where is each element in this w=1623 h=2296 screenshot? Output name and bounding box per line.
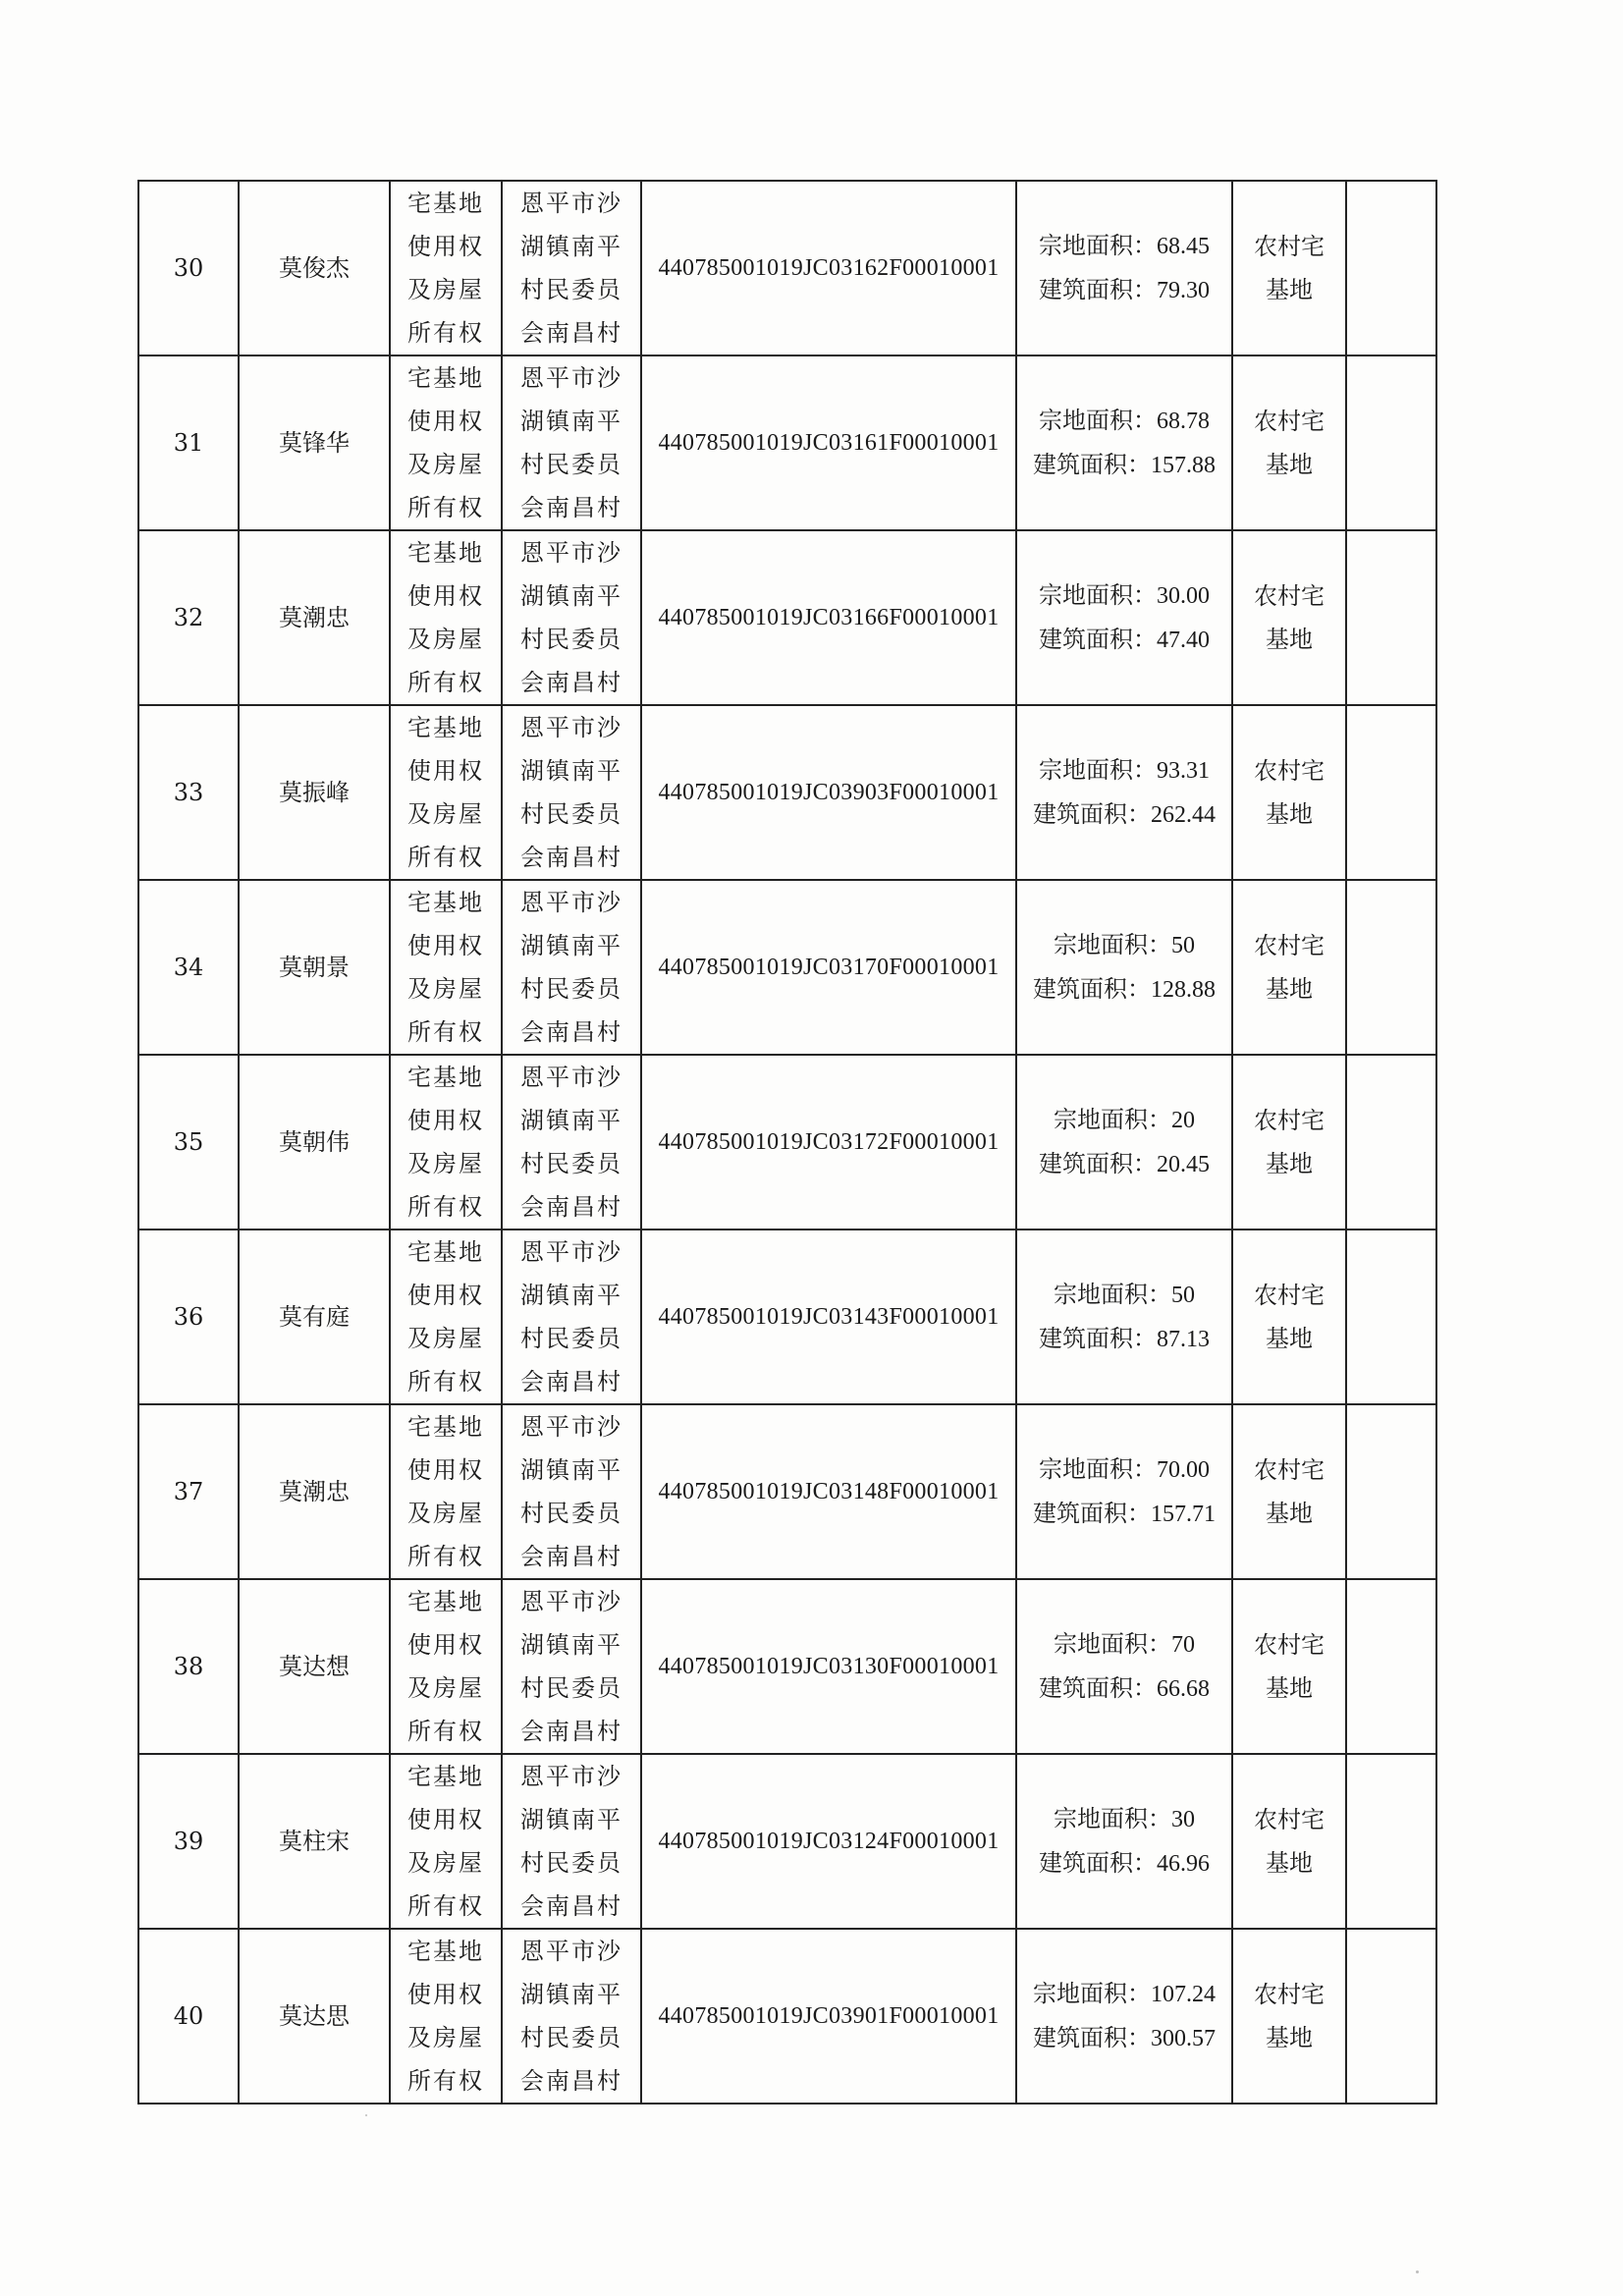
building-area-line [1017, 1142, 1231, 1186]
table-row [138, 530, 1436, 705]
land-area-label: 宗地面积： [1054, 1281, 1171, 1308]
table-row [138, 1929, 1436, 2104]
owner-name: 莫有庭 [239, 1230, 390, 1404]
remark [1346, 705, 1436, 880]
remark [1346, 1579, 1436, 1754]
area-cell [1016, 880, 1232, 1055]
property-location-text: 恩平市沙 湖镇南平 村民委员 会南昌村 [520, 714, 622, 871]
area-cell [1016, 1754, 1232, 1929]
area-cell [1016, 1579, 1232, 1754]
building-area-label: 建筑面积： [1039, 1150, 1157, 1177]
land-area-line [1017, 1972, 1231, 2016]
land-area-label: 宗地面积： [1054, 1805, 1171, 1832]
building-area-value: 47.40 [1157, 628, 1210, 653]
table-row [138, 1055, 1436, 1230]
building-area-value: 87.13 [1157, 1327, 1210, 1352]
building-area-value: 66.68 [1157, 1676, 1210, 1702]
area-cell [1016, 530, 1232, 705]
land-use-text: 农村宅 基地 [1254, 1456, 1325, 1527]
owner-name: 莫达思 [239, 1929, 390, 2104]
land-area-label: 宗地面积： [1039, 232, 1157, 259]
land-area-line [1017, 1622, 1231, 1667]
land-use [1232, 705, 1346, 880]
owner-name: 莫俊杰 [239, 181, 390, 355]
land-use-text: 农村宅 基地 [1254, 1282, 1325, 1352]
land-area-label: 宗地面积： [1039, 407, 1157, 434]
land-area-label: 宗地面积： [1054, 1106, 1171, 1133]
area-cell [1016, 1230, 1232, 1404]
row-number: 32 [138, 530, 239, 705]
right-type-text: 宅基地 使用权 及房屋 所有权 [407, 1238, 484, 1395]
land-area-value: 68.78 [1157, 409, 1210, 434]
building-area-label: 建筑面积： [1039, 1325, 1157, 1352]
unit-code: 440785001019JC03170F00010001 [641, 880, 1016, 1055]
right-type-text: 宅基地 使用权 及房屋 所有权 [407, 1588, 484, 1745]
building-area-label: 建筑面积： [1039, 626, 1157, 653]
building-area-value: 262.44 [1151, 802, 1216, 828]
unit-code: 440785001019JC03161F00010001 [641, 355, 1016, 530]
owner-name: 莫振峰 [239, 705, 390, 880]
land-area-value: 70.00 [1157, 1457, 1210, 1483]
table-row [138, 705, 1436, 880]
unit-code: 440785001019JC03166F00010001 [641, 530, 1016, 705]
building-area-label: 建筑面积： [1039, 1674, 1157, 1702]
right-type [390, 705, 502, 880]
building-area-label: 建筑面积： [1033, 975, 1151, 1003]
row-number: 39 [138, 1754, 239, 1929]
land-area-line [1017, 399, 1231, 443]
right-type-text: 宅基地 使用权 及房屋 所有权 [407, 364, 484, 521]
land-area-line [1017, 1797, 1231, 1841]
right-type-text: 宅基地 使用权 及房屋 所有权 [407, 539, 484, 696]
area-cell [1016, 355, 1232, 530]
remark [1346, 355, 1436, 530]
building-area-line [1017, 443, 1231, 487]
building-area-value: 157.88 [1151, 453, 1216, 478]
row-number: 35 [138, 1055, 239, 1230]
property-location [502, 355, 641, 530]
remark [1346, 1754, 1436, 1929]
building-area-value: 157.71 [1151, 1502, 1216, 1527]
unit-code: 440785001019JC03903F00010001 [641, 705, 1016, 880]
land-use [1232, 1230, 1346, 1404]
right-type [390, 355, 502, 530]
land-use [1232, 1055, 1346, 1230]
owner-name: 莫朝伟 [239, 1055, 390, 1230]
property-location [502, 530, 641, 705]
land-area-value: 93.31 [1157, 758, 1210, 784]
building-area-value: 300.57 [1151, 2026, 1216, 2051]
land-use-text: 农村宅 基地 [1254, 1107, 1325, 1177]
right-type-text: 宅基地 使用权 及房屋 所有权 [407, 714, 484, 871]
building-area-label: 建筑面积： [1039, 276, 1157, 303]
land-area-line [1017, 1273, 1231, 1317]
right-type-text: 宅基地 使用权 及房屋 所有权 [407, 1763, 484, 1920]
property-location [502, 705, 641, 880]
land-area-label: 宗地面积： [1054, 1630, 1171, 1658]
building-area-line [1017, 268, 1231, 312]
table-row [138, 880, 1436, 1055]
building-area-line [1017, 1667, 1231, 1711]
right-type-text: 宅基地 使用权 及房屋 所有权 [407, 1064, 484, 1221]
building-area-line [1017, 1841, 1231, 1886]
land-area-label: 宗地面积： [1039, 756, 1157, 784]
building-area-line [1017, 967, 1231, 1011]
row-number: 38 [138, 1579, 239, 1754]
table-row [138, 181, 1436, 355]
table-row [138, 1404, 1436, 1579]
land-use [1232, 1404, 1346, 1579]
unit-code: 440785001019JC03130F00010001 [641, 1579, 1016, 1754]
land-area-label: 宗地面积： [1054, 931, 1171, 958]
property-location-text: 恩平市沙 湖镇南平 村民委员 会南昌村 [520, 1938, 622, 2095]
land-area-label: 宗地面积： [1033, 1980, 1151, 2007]
property-location [502, 1929, 641, 2104]
area-cell [1016, 181, 1232, 355]
property-location-text: 恩平市沙 湖镇南平 村民委员 会南昌村 [520, 1588, 622, 1745]
land-use [1232, 1754, 1346, 1929]
right-type-text: 宅基地 使用权 及房屋 所有权 [407, 190, 484, 347]
unit-code: 440785001019JC03172F00010001 [641, 1055, 1016, 1230]
table-row [138, 1579, 1436, 1754]
property-location-text: 恩平市沙 湖镇南平 村民委员 会南昌村 [520, 364, 622, 521]
owner-name: 莫达想 [239, 1579, 390, 1754]
owner-name: 莫锋华 [239, 355, 390, 530]
building-area-line [1017, 2016, 1231, 2060]
property-location [502, 1579, 641, 1754]
remark [1346, 1404, 1436, 1579]
building-area-value: 46.96 [1157, 1851, 1210, 1877]
owner-name: 莫潮忠 [239, 1404, 390, 1579]
right-type [390, 1055, 502, 1230]
building-area-value: 128.88 [1151, 977, 1216, 1003]
building-area-line [1017, 1317, 1231, 1361]
land-use-text: 农村宅 基地 [1254, 582, 1325, 653]
building-area-label: 建筑面积： [1039, 1849, 1157, 1877]
land-use [1232, 530, 1346, 705]
property-location [502, 880, 641, 1055]
property-location-text: 恩平市沙 湖镇南平 村民委员 会南昌村 [520, 190, 622, 347]
land-area-line [1017, 1448, 1231, 1492]
land-area-value: 70 [1171, 1632, 1195, 1658]
land-use-text: 农村宅 基地 [1254, 1806, 1325, 1877]
building-area-line [1017, 793, 1231, 837]
row-number: 37 [138, 1404, 239, 1579]
unit-code: 440785001019JC03901F00010001 [641, 1929, 1016, 2104]
remark [1346, 530, 1436, 705]
building-area-label: 建筑面积： [1033, 2024, 1151, 2051]
right-type [390, 181, 502, 355]
building-area-label: 建筑面积： [1033, 1500, 1151, 1527]
land-use [1232, 880, 1346, 1055]
right-type-text: 宅基地 使用权 及房屋 所有权 [407, 1413, 484, 1570]
land-use [1232, 181, 1346, 355]
land-area-label: 宗地面积： [1039, 581, 1157, 609]
property-location [502, 181, 641, 355]
remark [1346, 1055, 1436, 1230]
row-number: 34 [138, 880, 239, 1055]
land-use-text: 农村宅 基地 [1254, 233, 1325, 303]
land-area-line [1017, 574, 1231, 618]
right-type [390, 1230, 502, 1404]
unit-code: 440785001019JC03148F00010001 [641, 1404, 1016, 1579]
land-area-line [1017, 224, 1231, 268]
property-location-text: 恩平市沙 湖镇南平 村民委员 会南昌村 [520, 539, 622, 696]
property-location-text: 恩平市沙 湖镇南平 村民委员 会南昌村 [520, 1064, 622, 1221]
land-area-value: 30.00 [1157, 583, 1210, 609]
table-row [138, 1754, 1436, 1929]
building-area-line [1017, 618, 1231, 662]
property-location [502, 1230, 641, 1404]
land-area-value: 20 [1171, 1108, 1195, 1133]
land-use [1232, 1579, 1346, 1754]
property-register-table [137, 180, 1437, 2105]
land-area-value: 50 [1171, 1283, 1195, 1308]
area-cell [1016, 1055, 1232, 1230]
remark [1346, 880, 1436, 1055]
land-area-value: 68.45 [1157, 234, 1210, 259]
row-number: 33 [138, 705, 239, 880]
building-area-label: 建筑面积： [1033, 451, 1151, 478]
table-row [138, 1230, 1436, 1404]
building-area-value: 20.45 [1157, 1152, 1210, 1177]
unit-code: 440785001019JC03143F00010001 [641, 1230, 1016, 1404]
right-type-text: 宅基地 使用权 及房屋 所有权 [407, 889, 484, 1046]
land-use-text: 农村宅 基地 [1254, 1981, 1325, 2051]
row-number: 40 [138, 1929, 239, 2104]
land-use-text: 农村宅 基地 [1254, 1631, 1325, 1702]
unit-code: 440785001019JC03162F00010001 [641, 181, 1016, 355]
owner-name: 莫朝景 [239, 880, 390, 1055]
land-area-value: 30 [1171, 1807, 1195, 1832]
right-type [390, 1754, 502, 1929]
right-type [390, 1579, 502, 1754]
scan-speck [365, 2114, 367, 2116]
right-type-text: 宅基地 使用权 及房屋 所有权 [407, 1938, 484, 2095]
land-use-text: 农村宅 基地 [1254, 408, 1325, 478]
land-use [1232, 1929, 1346, 2104]
right-type [390, 530, 502, 705]
property-location [502, 1055, 641, 1230]
building-area-value: 79.30 [1157, 278, 1210, 303]
row-number: 31 [138, 355, 239, 530]
right-type [390, 1404, 502, 1579]
land-area-line [1017, 923, 1231, 967]
property-location-text: 恩平市沙 湖镇南平 村民委员 会南昌村 [520, 1763, 622, 1920]
land-use [1232, 355, 1346, 530]
land-area-value: 50 [1171, 933, 1195, 958]
register-body [138, 181, 1436, 2104]
remark [1346, 1929, 1436, 2104]
property-location-text: 恩平市沙 湖镇南平 村民委员 会南昌村 [520, 1238, 622, 1395]
land-area-value: 107.24 [1151, 1982, 1216, 2007]
property-location [502, 1404, 641, 1579]
row-number: 36 [138, 1230, 239, 1404]
land-area-label: 宗地面积： [1039, 1455, 1157, 1483]
building-area-line [1017, 1492, 1231, 1536]
scan-speck [1416, 2270, 1419, 2273]
row-number: 30 [138, 181, 239, 355]
area-cell [1016, 705, 1232, 880]
land-area-line [1017, 1098, 1231, 1142]
remark [1346, 1230, 1436, 1404]
right-type [390, 1929, 502, 2104]
property-location-text: 恩平市沙 湖镇南平 村民委员 会南昌村 [520, 1413, 622, 1570]
unit-code: 440785001019JC03124F00010001 [641, 1754, 1016, 1929]
land-use-text: 农村宅 基地 [1254, 932, 1325, 1003]
area-cell [1016, 1404, 1232, 1579]
area-cell [1016, 1929, 1232, 2104]
property-location [502, 1754, 641, 1929]
building-area-label: 建筑面积： [1033, 800, 1151, 828]
remark [1346, 181, 1436, 355]
table-row [138, 355, 1436, 530]
land-use-text: 农村宅 基地 [1254, 757, 1325, 828]
right-type [390, 880, 502, 1055]
owner-name: 莫潮忠 [239, 530, 390, 705]
land-area-line [1017, 748, 1231, 793]
property-location-text: 恩平市沙 湖镇南平 村民委员 会南昌村 [520, 889, 622, 1046]
owner-name: 莫柱宋 [239, 1754, 390, 1929]
